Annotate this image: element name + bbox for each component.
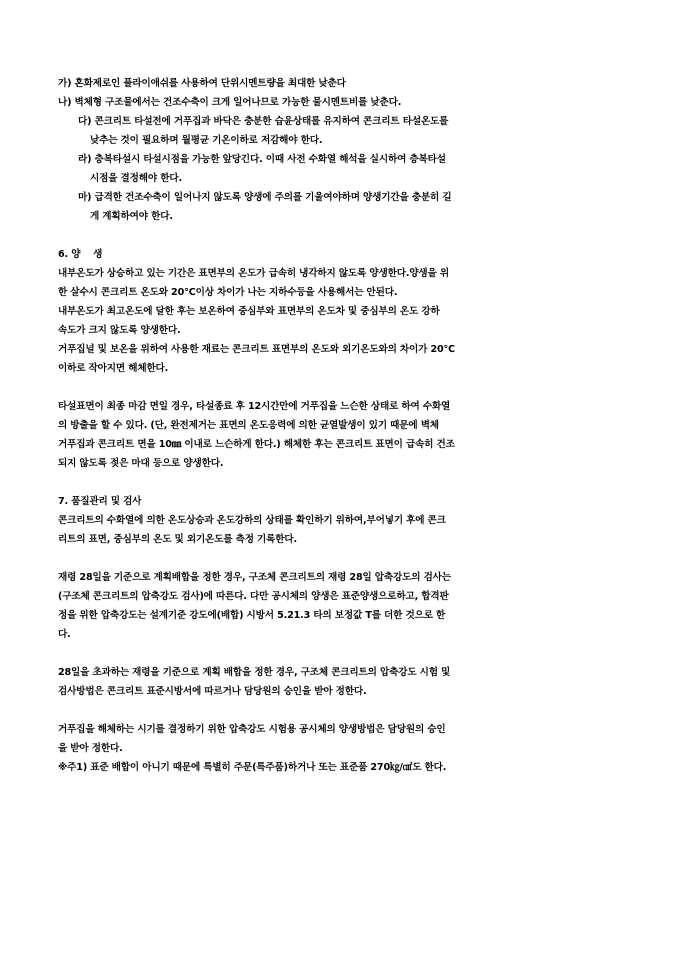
section6-para4-line1: 타설표면이 최종 마감 면일 경우, 타설종료 후 12시간만에 거푸집을 느슨한 상태로 하여 수화열: [58, 401, 451, 412]
section7-para1-line1: 콘크리트의 수화열에 의한 온도상승과 온도강하의 상태를 확인하기 위하여,부어넣기 후에 콘크: [58, 515, 446, 526]
sub-item-c-line2: 낮추는 것이 필요하며 월평균 기온이하로 저감해야 한다.: [90, 135, 323, 146]
section6-para3-line2: 이하로 작아지면 해체한다.: [58, 363, 169, 374]
section7-para3-line2: 검사방법은 콘크리트 표준시방서에 따르거나 담당원의 승인을 받아 정한다.: [58, 686, 367, 697]
section7-para3-line1: 28일을 초과하는 재령을 기준으로 계획 배합을 정한 경우, 구조체 콘크리트의 압축강도 시험 및: [58, 667, 451, 678]
section6-para3-line1: 거푸집널 및 보온을 위하여 사용한 재료는 콘크리트 표면부의 온도와 외기온도와의 차이가 20℃: [58, 344, 455, 355]
intro-item-b: 나) 벽체형 구조물에서는 건조수축이 크게 일어나므로 가능한 물시멘트비를 낮춘다.: [58, 97, 402, 108]
sub-item-d-line2: 시점을 결정해야 한다.: [90, 173, 182, 184]
section6-para2-line2: 속도가 크지 않도록 양생한다.: [58, 325, 181, 336]
section6-para1-line2: 한 살수시 콘크리트 온도와 20℃이상 차이가 나는 지하수등을 사용해서는 안된다.: [58, 287, 398, 298]
section7-para4-line1: 거푸집을 해체하는 시기를 결정하기 위한 압축강도 시험용 공시체의 양생방법은 담당원의 승인: [58, 724, 446, 735]
section6-para2-line1: 내부온도가 최고온도에 달한 후는 보온하여 중심부와 표면부의 온도차 및 중심부의 온도 강하: [58, 306, 440, 317]
section6-para4-line2: 의 방출을 할 수 있다. (단, 완전제거는 표면의 온도응력에 의한 균열발생이 있기 때문에 벽체: [58, 420, 439, 431]
section6-para4-line4: 되지 않도록 젖은 마대 등으로 양생한다.: [58, 458, 224, 469]
sub-item-e-line1: 마) 급격한 건조수축이 일어나지 않도록 양생에 주의를 기울여야하며 양생기간을 충분히 길: [78, 192, 452, 203]
document-page: [58, 74, 624, 777]
section7-heading: 7. 품질관리 및 검사: [58, 496, 142, 507]
sub-item-e-line2: 게 계획하여야 한다.: [90, 211, 173, 222]
section6-para1-line1: 내부온도가 상승하고 있는 기간은 표면부의 온도가 급속히 냉각하지 않도록 양생한다.양생을 위: [58, 268, 449, 279]
section7-para4-line2: 을 받아 정한다.: [58, 743, 123, 754]
section6-heading: 6. 양 생: [58, 249, 103, 260]
section6-para4-line3: 거푸집과 콘크리트 면을 10㎜ 이내로 느슨하게 한다.) 해체한 후는 콘크리트 표면이 급속히 건조: [58, 439, 455, 450]
section7-note: ※주1) 표준 배합이 아니기 때문에 특별히 주문(특주품)하거나 또는 표준품 270㎏/㎠도 한다.: [58, 762, 447, 773]
section7-para1-line2: 리트의 표면, 중심부의 온도 및 외기온도를 측정 기록한다.: [58, 534, 298, 545]
intro-item-a: 가) 혼화제로인 플라이애쉬를 사용하여 단위시멘트량을 최대한 낮춘다: [58, 78, 346, 89]
section7-para2-line3: 정을 위한 압축강도는 설계기준 강도에(배합) 시방서 5.21.3 타의 보정값 T를 더한 것으로 한: [58, 610, 446, 621]
section7-para2-line2: (구조체 콘크리트의 압축강도 검사)에 따른다. 다만 공시체의 양생은 표준양생으로하고, 합격판: [58, 591, 449, 602]
section7-para2-line4: 다.: [58, 629, 71, 640]
sub-item-d-line1: 라) 층복타설시 타설시점을 가능한 앞당긴다. 이때 사전 수화열 해석을 실시하여 층복타설: [78, 154, 446, 165]
section7-para2-line1: 재령 28일을 기준으로 계획배합을 정한 경우, 구조체 콘크리트의 재령 28일 압축강도의 검사는: [58, 572, 451, 583]
sub-item-c-line1: 다) 콘크리트 타설전에 거푸집과 바닥은 충분한 습윤상태를 유지하여 콘크리트 타설온도를: [78, 116, 449, 127]
